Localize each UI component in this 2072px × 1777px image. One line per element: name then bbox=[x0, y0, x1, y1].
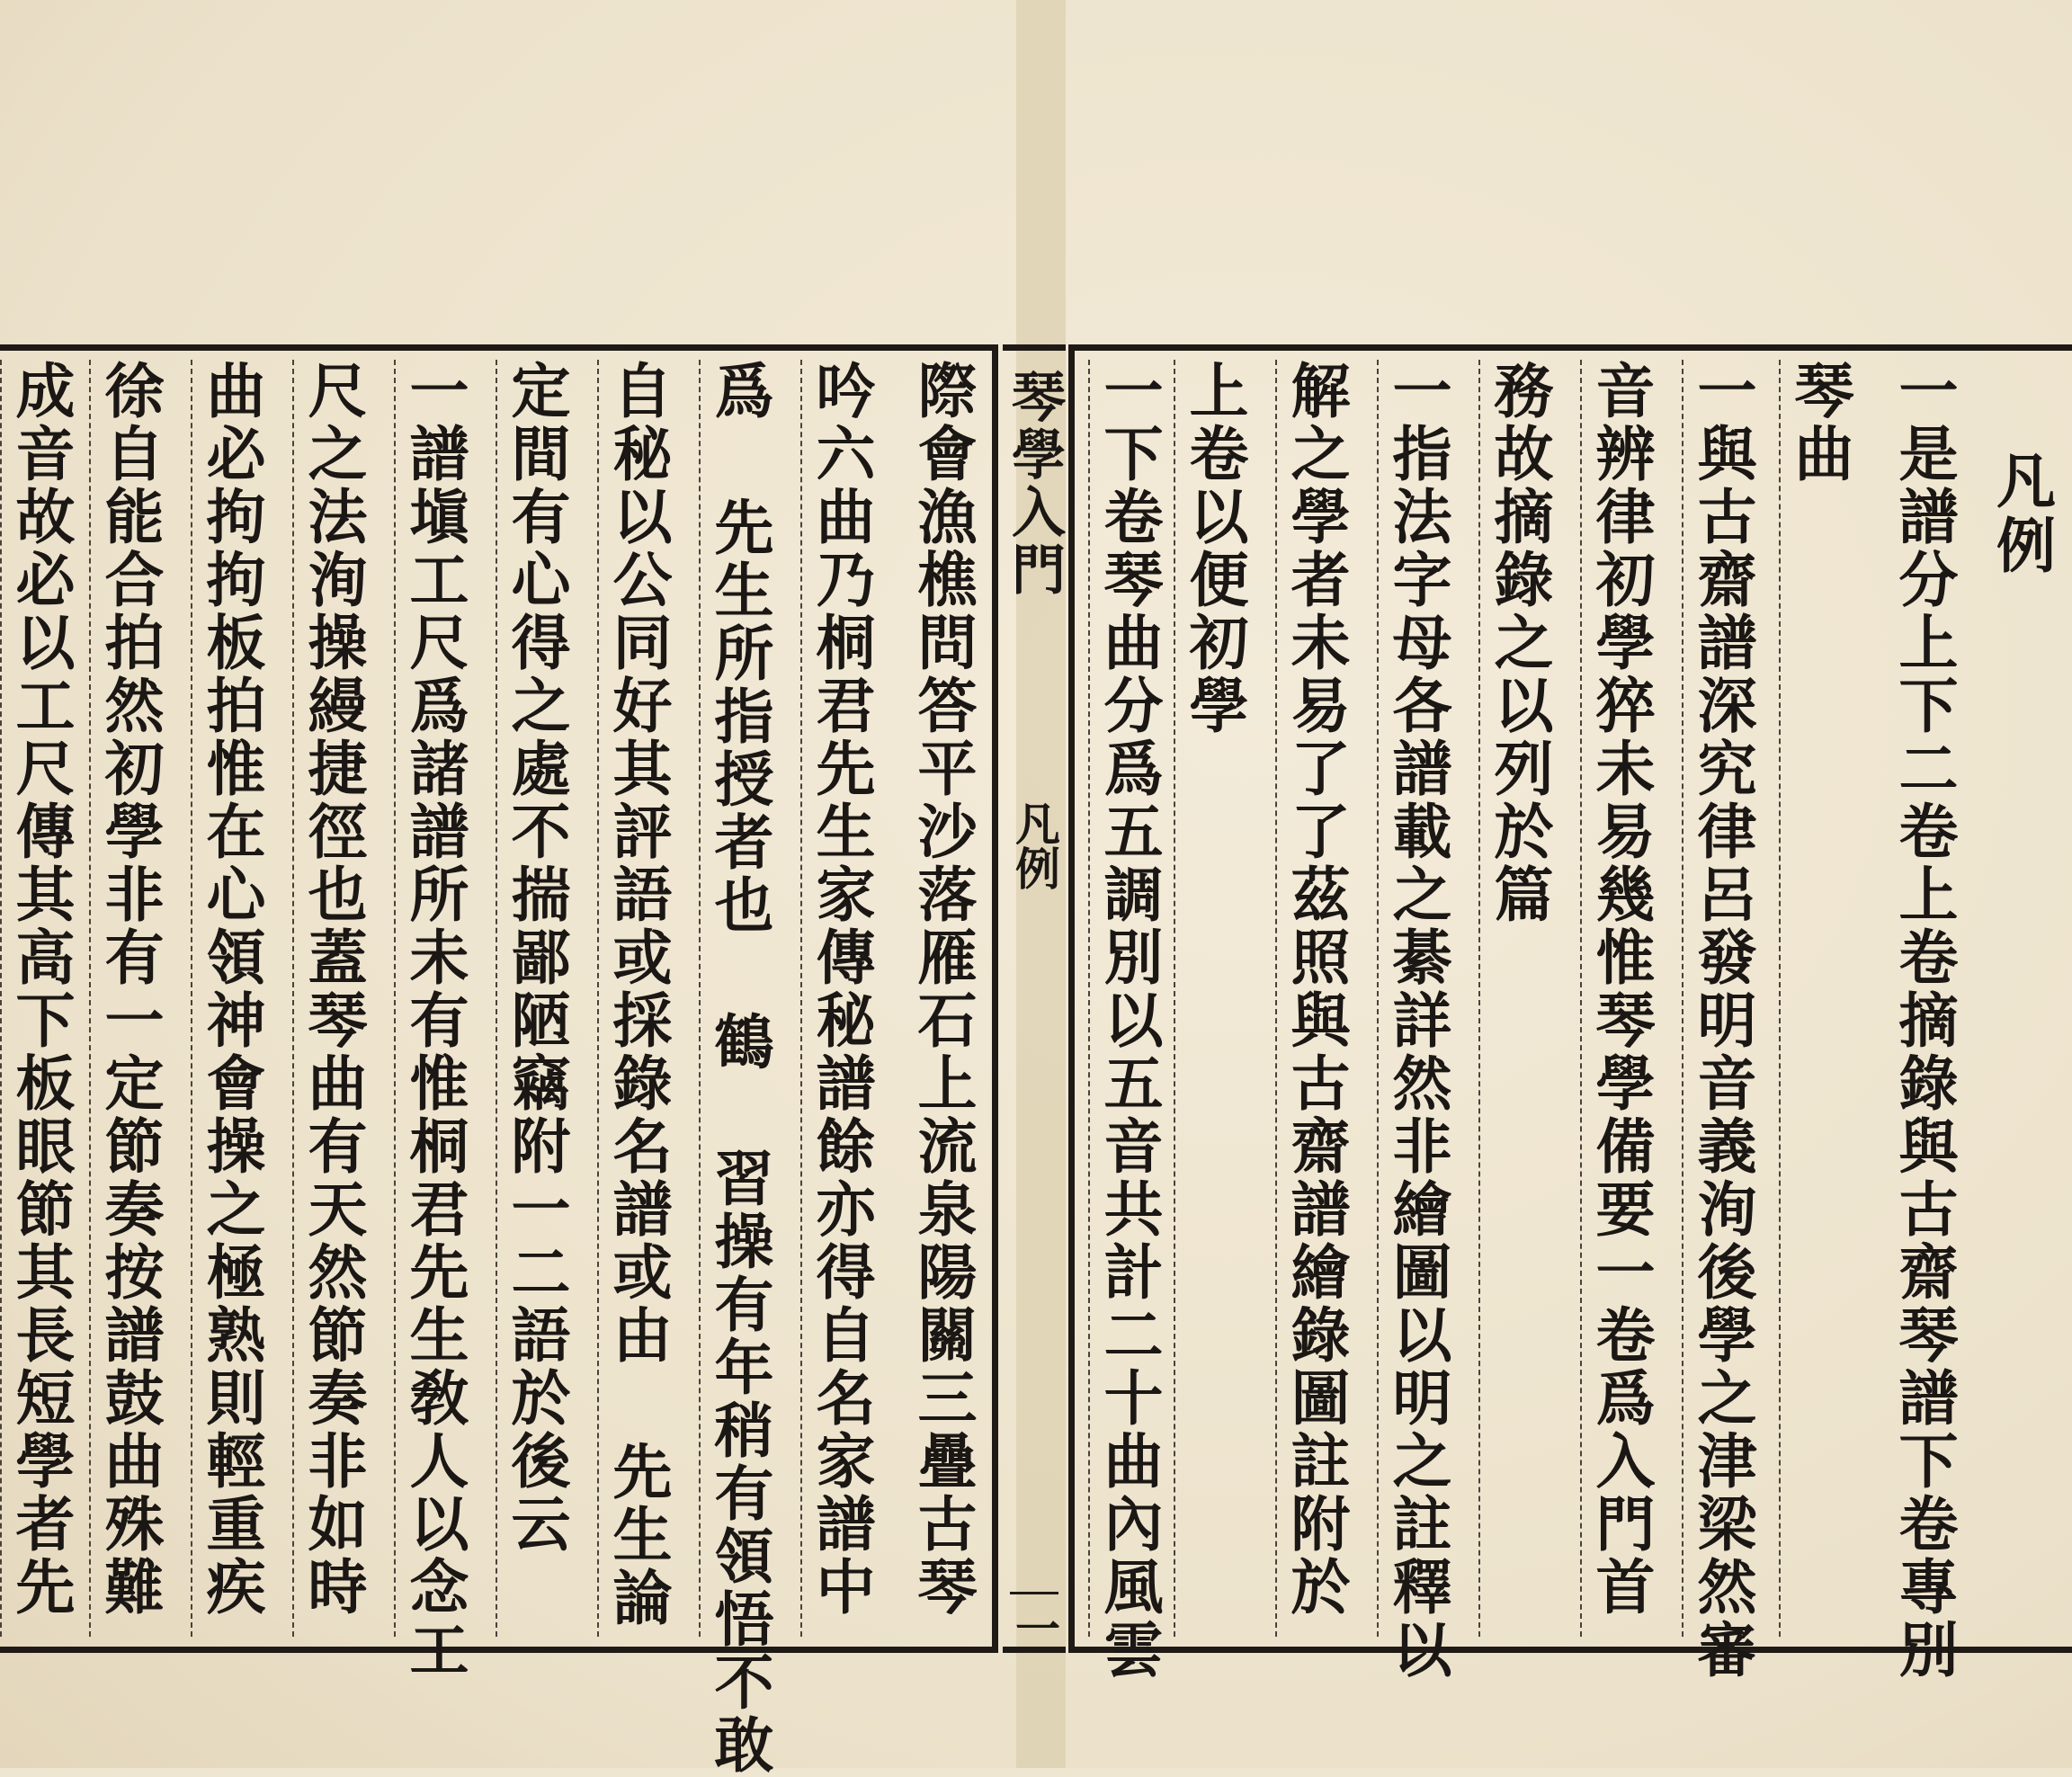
text-column: 音辨律初學猝未易幾惟琴學備要一卷爲入門首 bbox=[1580, 360, 1659, 1637]
text-column: 成音故必以工尺傳其高下板眼節其長短學者先 bbox=[0, 360, 79, 1637]
text-column: 際會漁樵問答平沙落雁石上流泉陽關三疊古琴 bbox=[907, 360, 978, 1619]
text-column: 一是譜分上下二卷上卷摘錄與古齋琴譜下卷專別 bbox=[1889, 360, 1959, 1682]
text-column: 一下卷琴曲分爲五調別以五音共計二十曲內風雲 bbox=[1088, 360, 1167, 1637]
page-folio-number: 一 bbox=[1008, 1605, 1061, 1650]
text-column: 吟六曲乃桐君先生家傳秘譜餘亦得自名家譜中 bbox=[800, 360, 880, 1637]
text-column: 一指法字母各譜載之綦詳然非繪圖以明之註釋以 bbox=[1377, 360, 1456, 1637]
text-column: 定間有心得之處不揣鄙陋竊附一二語於後云 bbox=[496, 360, 575, 1637]
section-heading bbox=[1986, 450, 2058, 719]
text-column: 務故摘錄之以列於篇 bbox=[1478, 360, 1558, 1637]
text-column: 解之學者未易了了茲照與古齋譜繪錄圖註附於 bbox=[1275, 360, 1354, 1637]
text-column: 一譜塡工尺爲諸譜所未有惟桐君先生敎人以念工 bbox=[394, 360, 473, 1637]
text-column: 一與古齋譜深究律呂發明音義洵後學之津梁然審 bbox=[1682, 360, 1761, 1637]
book-title: 琴學入門 bbox=[1003, 369, 1066, 599]
text-column: 上卷以便初學 bbox=[1174, 360, 1253, 1637]
fishtail-rule bbox=[1010, 1592, 1058, 1594]
centerfold-margin bbox=[1003, 344, 1066, 1653]
centerfold-section-label: 凡例 bbox=[1008, 800, 1061, 890]
heading-text: 凡例 bbox=[1986, 450, 2057, 579]
text-column: 徐自能合拍然初學非有一定節奏按譜鼓曲殊難 bbox=[89, 360, 168, 1637]
text-column: 琴曲 bbox=[1779, 360, 1858, 1637]
text-column: 尺之法洵操縵捷徑也蓋琴曲有天然節奏非如時 bbox=[292, 360, 371, 1637]
text-column: 自秘以公同好其評語或採錄名譜或由 先生論 bbox=[597, 360, 676, 1637]
text-column: 曲必拘拘板拍惟在心領神會操之極熟則輕重疾 bbox=[191, 360, 270, 1637]
text-column: 爲 先生所指授者也 鶴 習操有年稍有領悟不敢 bbox=[699, 360, 778, 1637]
